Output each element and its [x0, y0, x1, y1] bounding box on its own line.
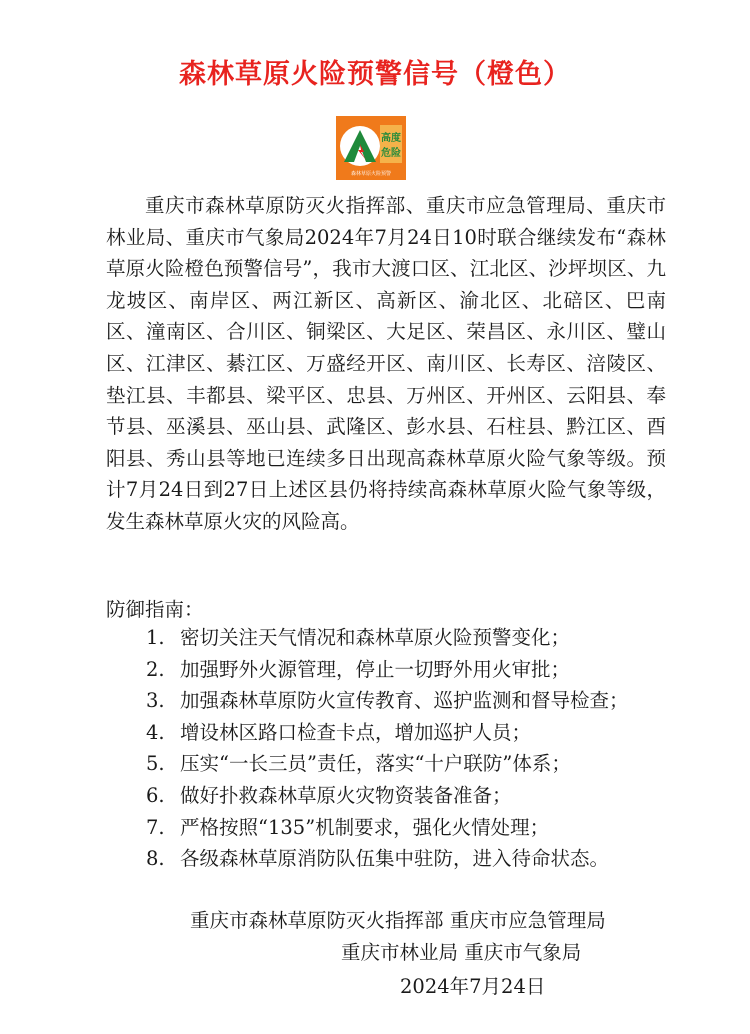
list-item-number: 7.: [146, 815, 165, 839]
list-item-number: 6.: [146, 783, 165, 807]
list-item-text: 各级森林草原消防队伍集中驻防，进入待命状态。: [180, 847, 610, 871]
list-item-text: 严格按照“135”机制要求，强化火情处理；: [180, 815, 550, 839]
list-item-number: 4.: [146, 720, 165, 744]
list-item-number: 8.: [146, 847, 165, 871]
list-item-number: 3.: [146, 689, 165, 713]
badge-text-line1: 高度: [381, 133, 401, 144]
list-item: [146, 717, 629, 749]
document-title: 森林草原火险预警信号（橙色）: [179, 59, 571, 90]
signature-issuers-line2: 重庆市林业局 重庆市气象局: [341, 941, 582, 964]
guide-heading: 防御指南：: [106, 598, 204, 621]
guide-list: [146, 622, 629, 875]
list-item-number: 2.: [146, 657, 165, 681]
notice-paragraph: 重庆市森林草原防灭火指挥部、重庆市应急管理局、重庆市林业局、重庆市气象局2024年7月24日10时联合继续发布“森林草原火险橙色预警信号”，我市大渡口区、江北区、沙坪坝区、九龙坡区、南岸区、两江新区、高新区、渝北区、北碚区、巴南区、潼南区、合川区、铜梁区、大足区、荣昌区、永川区、璧山区、江津区、綦江区、万盛经开区、南川区、长寿区、涪陵区、垫江县、丰都县、梁平区、忠县、万州区、开州区、云阳县、奉节县、巫溪县、巫山县、武隆区、彭水县、石柱县、黔江区、酉阳县、秀山县等地已连续多日出现高森林草原火险气象等级。预计7月24日到27日上述区县仍将持续高森林草原火险气象等级，发生森林草原火灾的风险高。: [106, 194, 666, 533]
list-item-text: 加强森林草原防火宣传教育、巡护监测和督导检查；: [180, 689, 629, 713]
issue-date: 2024年7月24日: [400, 975, 546, 998]
list-item-text: 密切关注天气情况和森林草原火险预警变化；: [180, 626, 571, 649]
badge-text-line2: 危险: [381, 148, 401, 159]
list-item-text: 压实“一长三员”责任，落实“十户联防”体系；: [180, 752, 571, 776]
list-item-text: 增设林区路口检查卡点，增加巡护人员；: [180, 720, 532, 744]
list-item: [146, 812, 629, 844]
list-item: [146, 843, 629, 875]
list-item-text: 加强野外火源管理，停止一切野外用火审批；: [180, 657, 571, 681]
list-item: [146, 748, 629, 780]
list-item-number: 1.: [146, 626, 165, 649]
badge-caption: 森林草原火险预警: [350, 171, 392, 177]
list-item-text: 做好扑救森林草原火灾物资装备准备；: [180, 783, 512, 807]
list-item: [146, 780, 629, 812]
signature-issuers-line1: 重庆市森林草原防灭火指挥部 重庆市应急管理局: [190, 909, 606, 932]
list-item: [146, 685, 629, 717]
mountain-fire-icon: [336, 116, 406, 180]
list-item: [146, 622, 629, 654]
list-item-number: 5.: [146, 752, 165, 776]
list-item: [146, 654, 629, 686]
